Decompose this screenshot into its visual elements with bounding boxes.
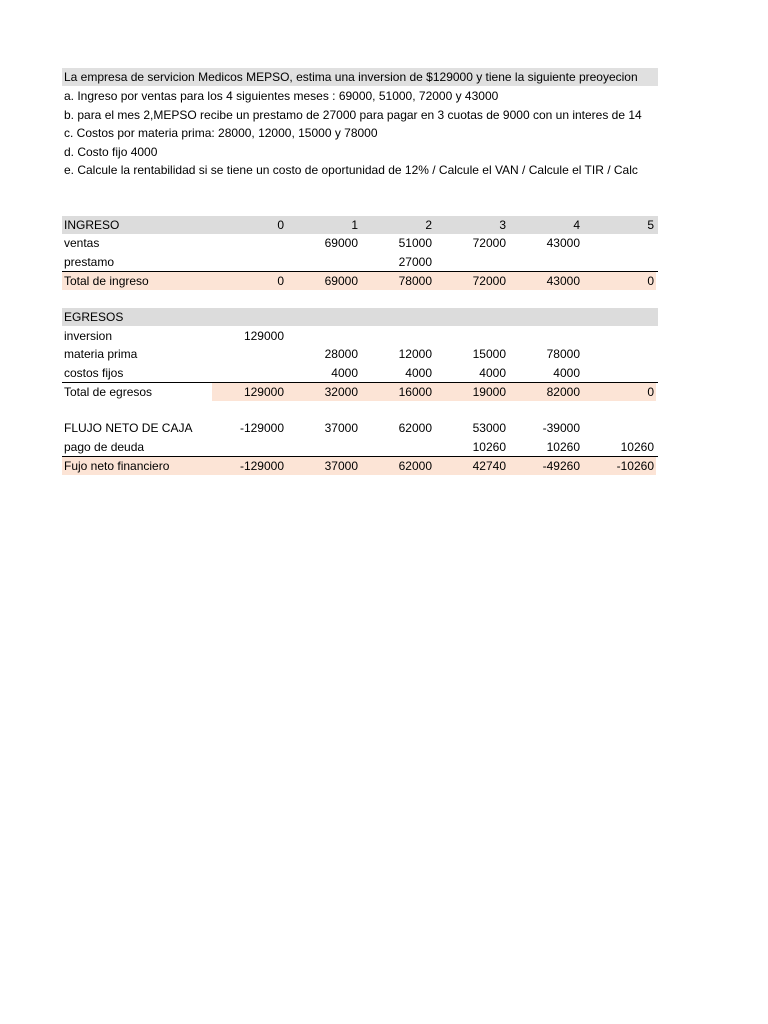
total-ingreso-label[interactable]: Total de ingreso [62,272,212,290]
costos-fijos-cell[interactable]: 4000 [331,366,358,380]
total-ingreso-cell[interactable]: 72000 [434,272,508,290]
flujo-financiero-cell[interactable]: -129000 [212,457,286,475]
total-egresos-cell[interactable]: 16000 [360,383,434,401]
total-ingreso-cell[interactable]: 78000 [360,272,434,290]
materia-prima-label[interactable]: materia prima [64,347,138,361]
ventas-cell[interactable]: 69000 [324,236,358,250]
period-4-header[interactable]: 4 [573,218,580,232]
statement-item-d[interactable]: d. Costo fijo 4000 [64,145,158,159]
total-egresos-label[interactable]: Total de egresos [64,385,153,399]
ventas-cell[interactable]: 72000 [472,236,506,250]
flujo-neto-cell[interactable]: -39000 [542,421,580,435]
inversion-cell[interactable] [434,327,508,345]
inversion-row [62,327,658,345]
pago-deuda-cell[interactable] [360,438,434,456]
total-egresos-cell[interactable]: 82000 [508,383,582,401]
materia-prima-cell[interactable]: 15000 [472,347,506,361]
prestamo-cell[interactable] [508,253,582,271]
prestamo-label[interactable]: prestamo [64,255,115,269]
costos-fijos-cell[interactable]: 4000 [553,366,580,380]
costos-fijos-row [62,364,658,382]
total-ingreso-row [62,271,658,290]
flujo-financiero-label[interactable]: Fujo neto financiero [62,457,212,475]
materia-prima-cell[interactable]: 78000 [546,347,580,361]
ventas-label[interactable]: ventas [64,236,100,250]
flujo-financiero-cell[interactable]: 62000 [360,457,434,475]
inversion-label[interactable]: inversion [64,329,113,343]
flujo-neto-label[interactable]: FLUJO NETO DE CAJA [64,421,193,435]
pago-deuda-row [62,438,658,456]
pago-deuda-cell[interactable]: 10260 [620,440,654,454]
costos-fijos-label[interactable]: costos fijos [64,366,124,380]
costos-fijos-cell[interactable] [212,364,286,382]
materia-prima-cell[interactable]: 12000 [398,347,432,361]
flujo-financiero-cell[interactable]: 37000 [286,457,360,475]
materia-prima-cell[interactable]: 28000 [324,347,358,361]
total-egresos-row [62,382,658,401]
total-egresos-cell[interactable]: 19000 [434,383,508,401]
flujo-neto-cell[interactable]: 53000 [472,421,506,435]
total-egresos-cell[interactable]: 32000 [286,383,360,401]
pago-deuda-cell[interactable] [286,438,360,456]
inversion-cell[interactable] [582,327,656,345]
inversion-cell[interactable] [508,327,582,345]
total-ingreso-cell[interactable]: 0 [582,272,656,290]
inversion-cell[interactable] [360,327,434,345]
materia-prima-cell[interactable] [582,345,656,363]
flujo-financiero-cell[interactable]: -49260 [508,457,582,475]
ventas-row [62,234,658,252]
period-3-header[interactable]: 3 [499,218,506,232]
total-ingreso-cell[interactable]: 69000 [286,272,360,290]
period-2-header[interactable]: 2 [425,218,432,232]
period-0-header[interactable]: 0 [277,218,284,232]
statement-item-c[interactable]: c. Costos por materia prima: 28000, 12000, 15000 y 78000 [64,126,378,140]
flujo-neto-cell[interactable]: 37000 [324,421,358,435]
ventas-cell[interactable] [212,234,286,252]
ventas-cell[interactable]: 43000 [546,236,580,250]
flujo-financiero-cell[interactable]: 42740 [434,457,508,475]
pago-deuda-label[interactable]: pago de deuda [64,440,145,454]
flujo-financiero-cell[interactable]: -10260 [582,457,656,475]
statement-item-b[interactable]: b. para el mes 2,MEPSO recibe un prestamo de 27000 para pagar en 3 cuotas de 9000 con un interes de 14 [64,108,642,122]
inversion-cell[interactable]: 129000 [243,329,284,343]
prestamo-cell[interactable] [286,253,360,271]
materia-prima-row [62,345,658,363]
total-egresos-cell[interactable]: 0 [582,383,656,401]
statement-item-e[interactable]: e. Calcule la rentabilidad si se tiene un costo de oportunidad de 12% / Calcule el VAN / Calcule el TIR / Calc [64,163,638,177]
statement-item-a[interactable]: a. Ingreso por ventas para los 4 siguientes meses : 69000, 51000, 72000 y 43000 [64,89,499,103]
total-ingreso-cell[interactable]: 43000 [508,272,582,290]
egresos-header-row [62,308,658,326]
total-ingreso-cell[interactable]: 0 [212,272,286,290]
pago-deuda-cell[interactable]: 10260 [472,440,506,454]
flujo-neto-cell[interactable]: 62000 [398,421,432,435]
prestamo-cell[interactable] [582,253,656,271]
total-egresos-cell[interactable]: 129000 [212,383,286,401]
costos-fijos-cell[interactable]: 4000 [405,366,432,380]
prestamo-cell[interactable]: 27000 [398,255,432,269]
costos-fijos-cell[interactable]: 4000 [479,366,506,380]
ingreso-header-row [62,216,658,234]
problem-statement[interactable]: La empresa de servicion Medicos MEPSO, estima una inversion de $129000 y tiene la siguiente preoyecion [62,68,658,86]
ventas-cell[interactable]: 51000 [398,236,432,250]
prestamo-row [62,253,658,271]
period-5-header[interactable]: 5 [647,218,654,232]
pago-deuda-cell[interactable]: 10260 [546,440,580,454]
materia-prima-cell[interactable] [212,345,286,363]
prestamo-cell[interactable] [212,253,286,271]
prestamo-cell[interactable] [434,253,508,271]
period-1-header[interactable]: 1 [351,218,358,232]
costos-fijos-cell[interactable] [582,364,656,382]
egresos-header-label[interactable]: EGRESOS [64,310,124,324]
flujo-neto-row [62,419,658,437]
inversion-cell[interactable] [286,327,360,345]
flujo-financiero-row [62,456,658,475]
flujo-neto-cell[interactable] [582,419,656,437]
flujo-neto-cell[interactable]: -129000 [239,421,284,435]
pago-deuda-cell[interactable] [212,438,286,456]
ventas-cell[interactable] [582,234,656,252]
ingreso-header-label[interactable]: INGRESO [64,218,120,232]
